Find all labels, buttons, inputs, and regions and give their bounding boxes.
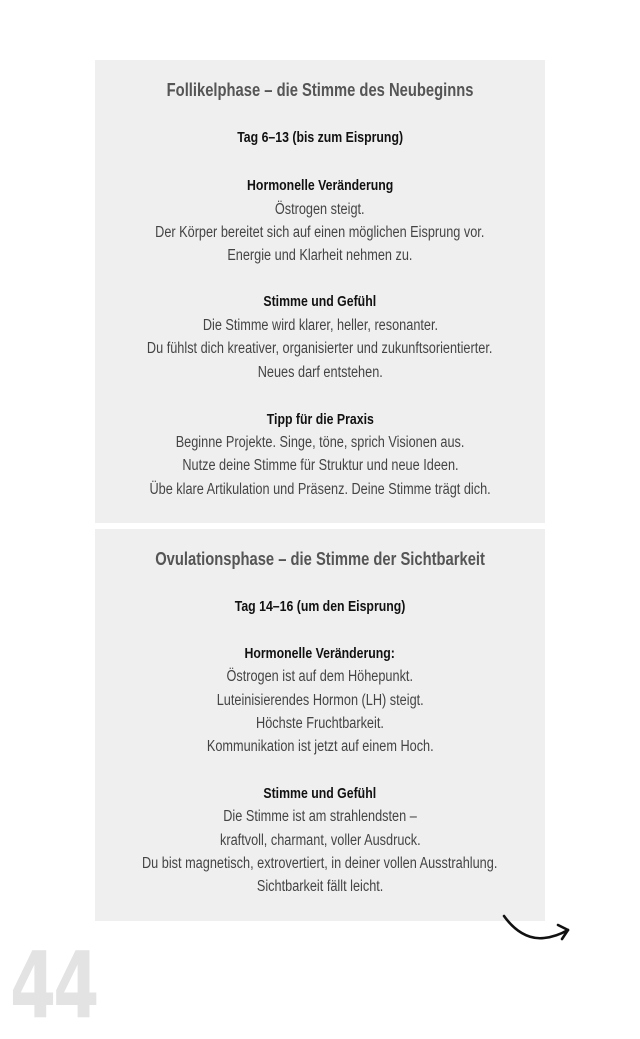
section-title: Follikelphase – die Stimme des Neubeginns — [166, 80, 474, 100]
block-text: Neues darf entstehen. — [257, 364, 383, 381]
block-heading-hormones: Hormonelle Veränderung: — [244, 645, 396, 662]
block-text: Luteinisierendes Hormon (LH) steigt. — [216, 692, 424, 709]
block-heading-hormones: Hormonelle Veränderung — [246, 177, 394, 194]
block-text: Östrogen ist auf dem Höhepunkt. — [226, 668, 414, 685]
section-card-ovulationsphase — [95, 529, 545, 921]
block-text: Energie und Klarheit nehmen zu. — [227, 247, 413, 264]
section-days: Tag 6–13 (bis zum Eisprung) — [237, 129, 403, 146]
block-text: Kommunikation ist jetzt auf einem Hoch. — [206, 738, 434, 755]
block-heading-tip: Tipp für die Praxis — [266, 411, 374, 428]
block-text: Sichtbarkeit fällt leicht. — [256, 878, 384, 895]
block-text: Östrogen steigt. — [275, 201, 365, 218]
block-text: Nutze deine Stimme für Struktur und neue Ideen. — [181, 457, 459, 474]
block-text: Du fühlst dich kreativer, organisierter und zukunftsorientierter. — [147, 340, 493, 357]
block-heading-voice: Stimme und Gefühl — [263, 293, 377, 310]
section-title: Ovulationsphase – die Stimme der Sichtbarkeit — [155, 549, 485, 569]
block-text: Übe klare Artikulation und Präsenz. Deine Stimme trägt dich. — [149, 481, 491, 498]
block-text: Die Stimme ist am strahlendsten – — [223, 808, 417, 825]
block-text: Der Körper bereitet sich auf einen möglichen Eisprung vor. — [155, 224, 485, 241]
page-number: 44 — [10, 932, 97, 1039]
block-text: Höchste Fruchtbarkeit. — [256, 715, 384, 732]
block-text: Du bist magnetisch, extrovertiert, in deiner vollen Ausstrahlung. — [142, 855, 498, 872]
section-card-follikelphase — [95, 60, 545, 523]
block-heading-voice: Stimme und Gefühl — [263, 785, 377, 802]
block-text: kraftvoll, charmant, voller Ausdruck. — [219, 832, 421, 849]
block-text: Die Stimme wird klarer, heller, resonanter. — [202, 317, 438, 334]
block-text: Beginne Projekte. Singe, töne, sprich Visionen aus. — [175, 434, 465, 451]
section-days: Tag 14–16 (um den Eisprung) — [234, 598, 406, 615]
curved-arrow-right-icon — [498, 908, 574, 948]
